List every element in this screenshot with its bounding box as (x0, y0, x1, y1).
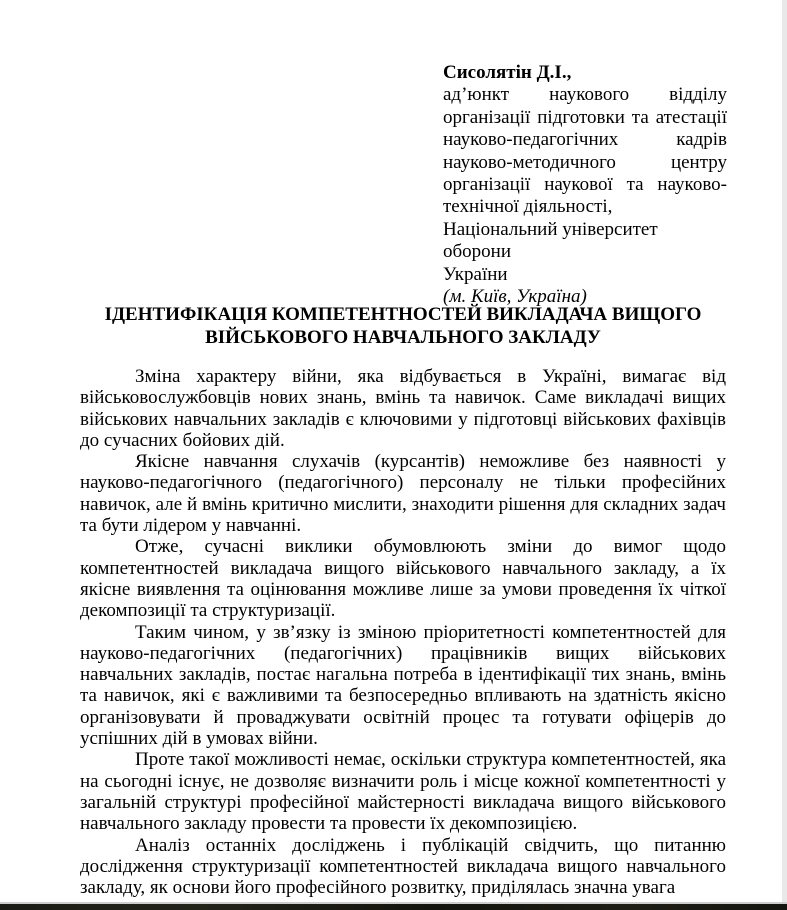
article-title (80, 304, 726, 349)
body-paragraph: Проте такої можливості немає, оскільки структура компетентностей, яка на сьогодні існує, не дозволяє визначити роль і місце кожної компетентності у загальній структурі професійної майстерності викладача вищого військового навчального закладу провести та провести їх декомпозицією. (80, 749, 726, 835)
body-paragraph: Отже, сучасні виклики обумовлюють зміни до вимог щодо компетентностей викладача вищого військового навчального закладу, а їх якісне виявлення та оцінювання можливе лише за умови проведення їх чіткої декомпозиції та структуризації. (80, 536, 726, 622)
author-line: України (443, 263, 508, 285)
article-body (80, 366, 726, 898)
author-line: (м. Київ, Україна) (443, 286, 587, 308)
page-right-edge (782, 0, 787, 902)
author-line: технічної діяльності, (443, 196, 613, 218)
author-line: науково-методичного центру (443, 151, 727, 173)
author-line: Національний університет оборони (443, 218, 658, 263)
author-line: ад’юнкт наукового відділу (443, 84, 727, 106)
body-paragraph: Аналіз останніх досліджень і публікацій свідчить, що питанню дослідження структуризації компетентностей викладача вищого навчального закладу, як основи його професійного розвитку, приділялась значна увага (80, 834, 726, 899)
author-line: науково-педагогічних кадрів (443, 129, 727, 151)
author-line: організації підготовки та атестації (443, 106, 727, 128)
article-title-line: ВІЙСЬКОВОГО НАВЧАЛЬНОГО ЗАКЛАДУ (205, 326, 601, 348)
author-block (443, 62, 727, 308)
article-title-line: ІДЕНТИФІКАЦІЯ КОМПЕТЕНТНОСТЕЙ ВИКЛАДАЧА ВИЩОГО (104, 304, 702, 325)
body-paragraph: Зміна характеру війни, яка відбувається в Україні, вимагає від військовослужбовців нових знань, вмінь та навичок. Саме викладачі вищих військових навчальних закладів є ключовими у підготовці військових фахівців до сучасних бойових дій. (80, 366, 726, 451)
body-paragraph: Таким чином, у зв’язку із зміною пріоритетності компетентностей для науково-педагогічних (педагогічних) працівників вищих військових навчальних закладів, постає нагальна потреба в ідентифікації тих знань, вмінь та навичок, які є важливими та безпосередньо впливають на здатність якісно організовувати й проваджувати освітній процес та готувати офіцерів до успішних дій в умовах війни. (80, 621, 726, 750)
author-line: організації наукової та науково- (443, 174, 727, 196)
body-paragraph: Якісне навчання слухачів (курсантів) неможливе без наявності у науково-педагогічного (педагогічного) персоналу не тільки професійних навичок, але й вмінь критично мислити, знаходити рішення для складних задач та бути лідером у навчанні. (80, 451, 726, 537)
bottom-window-edge (0, 902, 787, 910)
author-line: Сисолятін Д.І., (443, 62, 572, 83)
